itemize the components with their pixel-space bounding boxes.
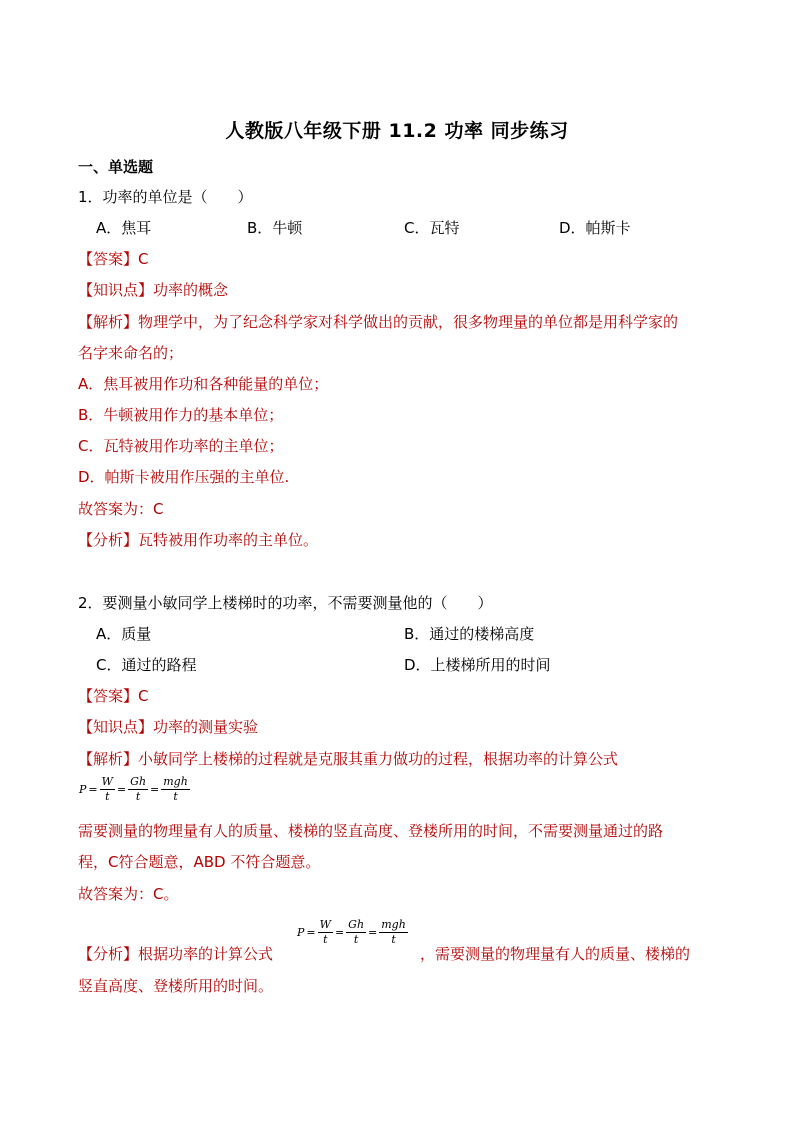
- q2-option-d: D．上楼梯所用的时间: [404, 656, 551, 674]
- formula-t: t: [135, 790, 141, 803]
- formula-p: P: [79, 783, 87, 796]
- formula-gh: Gh: [348, 918, 365, 931]
- q2-stem: 2．要测量小敏同学上楼梯时的功率，不需要测量他的（ ）: [78, 594, 493, 612]
- formula-t: t: [323, 933, 328, 946]
- formula-gh: Gh: [130, 775, 147, 788]
- q1-analysis-d: D．帕斯卡被用作压强的主单位.: [78, 468, 290, 486]
- section-heading: 一、单选题: [78, 158, 154, 176]
- page-title: 人教版八年级下册 11.2 功率 同步练习: [225, 120, 569, 142]
- q2-conclusion: 故答案为：C。: [78, 885, 179, 903]
- q2-fenxi-suffix: ，需要测量的物理量有人的质量、楼梯的: [420, 945, 691, 963]
- q1-knowledge: 【知识点】功率的概念: [78, 281, 229, 299]
- formula-eq: =: [116, 783, 127, 796]
- q2-answer: 【答案】C: [78, 687, 149, 705]
- formula-p: P: [297, 926, 305, 939]
- q1-conclusion: 故答案为：C: [78, 500, 164, 518]
- q1-stem: 1．功率的单位是（ ）: [78, 188, 253, 206]
- q2-knowledge: 【知识点】功率的测量实验: [78, 718, 259, 736]
- q1-analysis-a: A．焦耳被用作功和各种能量的单位；: [78, 375, 329, 393]
- formula-eq: =: [368, 926, 378, 939]
- q1-fenxi: 【分析】瓦特被用作功率的主单位。: [78, 531, 319, 549]
- formula-eq: =: [88, 783, 98, 796]
- q2-need-line1: 需要测量的物理量有人的质量、楼梯的竖直高度、登楼所用的时间，不需要测量通过的路: [78, 822, 664, 840]
- q2-option-c: C．通过的路程: [96, 656, 197, 674]
- q2-option-a: A．质量: [96, 625, 152, 643]
- q1-analysis-c: C．瓦特被用作功率的主单位；: [78, 437, 284, 455]
- q1-option-d: D．帕斯卡: [559, 219, 631, 237]
- formula-t: t: [105, 790, 110, 803]
- q1-analysis-line1: 【解析】物理学中，为了纪念科学家对科学做出的贡献，很多物理量的单位都是用科学家的: [78, 313, 679, 331]
- formula-t: t: [353, 933, 359, 946]
- q2-need-line2: 程，C符合题意，ABD 不符合题意。: [78, 853, 321, 871]
- q2-analysis-line1: 【解析】小敏同学上楼梯的过程就是克服其重力做功的过程，根据功率的计算公式: [78, 750, 619, 768]
- q1-answer: 【答案】C: [78, 250, 149, 268]
- formula-eq: =: [334, 926, 345, 939]
- q2-fenxi-prefix: 【分析】根据功率的计算公式: [78, 945, 274, 963]
- power-formula: [78, 775, 191, 804]
- formula-t: t: [391, 933, 396, 946]
- q1-analysis-line2: 名字来命名的；: [78, 344, 184, 362]
- q1-option-a: A．焦耳: [96, 219, 152, 237]
- q1-analysis-b: B．牛顿被用作力的基本单位；: [78, 406, 284, 424]
- power-formula-2: [296, 918, 409, 947]
- formula-eq: =: [306, 926, 316, 939]
- formula-t: t: [173, 790, 178, 803]
- q2-option-b: B．通过的楼梯高度: [404, 625, 535, 643]
- q1-option-b: B．牛顿: [247, 219, 303, 237]
- q2-fenxi-line2: 竖直高度、登楼所用的时间。: [78, 977, 274, 995]
- q1-option-c: C．瓦特: [404, 219, 460, 237]
- formula-w: W: [319, 918, 331, 931]
- formula-mgh: mgh: [381, 918, 406, 931]
- formula-eq: =: [150, 783, 160, 796]
- formula-w: W: [101, 775, 113, 788]
- formula-mgh: mgh: [163, 775, 188, 788]
